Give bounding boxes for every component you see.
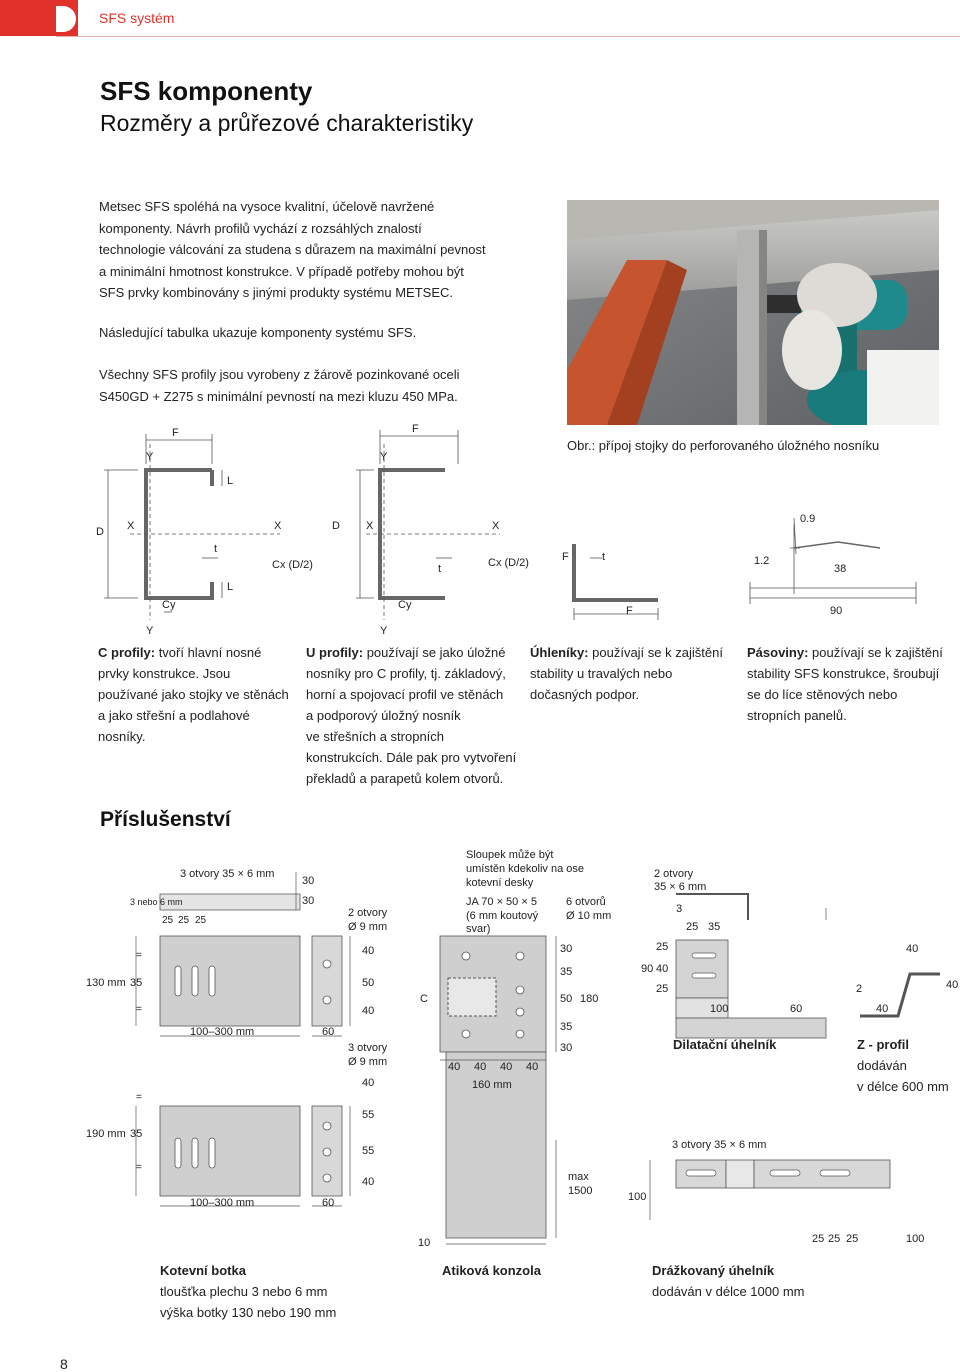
c-label-d: D (96, 526, 104, 538)
kb-d25b: 25 (178, 915, 190, 926)
c-label-x2: X (274, 520, 282, 532)
at-d35a: 35 (560, 966, 573, 978)
page-subtitle: Rozměry a průřezové charakteristiky (100, 110, 474, 136)
c-label-y2: Y (146, 625, 154, 637)
dil-d25c: 25 (656, 983, 669, 995)
header-section: SFS systém (99, 10, 175, 26)
dil-d35: 35 (708, 921, 721, 933)
kb-d35a: 35 (130, 977, 143, 989)
kb-d40b: 40 (362, 1005, 375, 1017)
dr-d25a: 25 (812, 1233, 825, 1245)
photo-caption: Obr.: přípoj stojky do perforovaného úložného nosníku (567, 438, 880, 453)
u-label-x2: X (492, 520, 500, 532)
drazkovany-label: Drážkovaný úhelník dodáván v délce 1000 mm (652, 1263, 805, 1299)
kb-eq-d: = (136, 1162, 142, 1173)
at-holes1: 6 otvorů (566, 896, 606, 908)
page-title: SFS komponenty (100, 76, 313, 106)
u-profile-diagram (356, 430, 500, 620)
c-label-t: t (214, 543, 218, 555)
dr-d100b: 100 (906, 1233, 925, 1245)
at-d40d: 40 (526, 1061, 539, 1073)
u-label-x: X (366, 520, 374, 532)
z-d2: 2 (856, 983, 863, 995)
at-d180: 180 (580, 993, 599, 1005)
strap-label-len: 90 (830, 605, 843, 617)
at-max: max (568, 1171, 589, 1183)
kb-nebo: 3 nebo 6 mm (130, 897, 183, 907)
c-label-l2: L (227, 581, 234, 593)
at-d40c: 40 (500, 1061, 513, 1073)
c-label-y: Y (146, 451, 154, 463)
table-note: Následující tabulka ukazuje komponenty systému SFS. (99, 325, 417, 340)
dil-holes1: 2 otvory (654, 868, 694, 880)
kb-eq-a: = (136, 950, 142, 961)
at-d160: 160 mm (472, 1079, 512, 1091)
dr-d25b: 25 (828, 1233, 841, 1245)
at-max1500: 1500 (568, 1185, 593, 1197)
steel-paragraph: Všechny SFS profily jsou vyrobeny z žárově pozinkované oceli S450GD + Z275 s minimální pevností na mezi kluzu 450 MPa. (99, 367, 460, 404)
at-d50: 50 (560, 993, 573, 1005)
accessories-diagrams (0, 840, 960, 1260)
kb-d130: 130 mm (86, 977, 126, 989)
dil-d25: 25 (686, 921, 699, 933)
kb-d35b: 35 (130, 1128, 143, 1140)
z-profile-diagram (860, 974, 940, 1016)
kb-d9b: Ø 9 mm (348, 1056, 388, 1068)
kb-d50: 50 (362, 977, 375, 989)
strap-label-r: 1.2 (754, 555, 770, 567)
at-c: C (420, 993, 428, 1005)
c-label-x: X (127, 520, 135, 532)
u-profile-desc: U profily: používají se jako úložné nosníky pro C profily, tj. základový, horní a spojovací profil ve stěnách a podporový úložný nosník ve střešních a stropních konstrukcích. Dále pak pro vytvoření překladů a parapetů kolem otvorů. (306, 645, 517, 786)
at-d35b: 35 (560, 1021, 573, 1033)
u-label-y: Y (380, 451, 388, 463)
c-label-l: L (227, 475, 234, 487)
z-d40c: 40 (876, 1003, 889, 1015)
dil-d3: 3 (676, 903, 683, 915)
dr-d100a: 100 (628, 1191, 647, 1203)
kb-d190: 190 mm (86, 1128, 126, 1140)
at-d30b: 30 (560, 1042, 573, 1054)
at-note3: kotevní desky (466, 877, 534, 889)
dil-d60: 60 (790, 1003, 803, 1015)
u-label-cx: Cx (D/2) (488, 557, 529, 569)
kb-range-b: 100–300 mm (190, 1197, 255, 1209)
u-label-y2: Y (380, 625, 388, 637)
kb-d30b: 30 (302, 895, 315, 907)
z-d40a: 40 (906, 943, 919, 955)
at-note2: umístěn kdekoliv na ose (466, 863, 585, 875)
kb-d55a: 55 (362, 1109, 375, 1121)
kb-d60a: 60 (322, 1026, 335, 1038)
kb-d30a: 30 (302, 875, 315, 887)
header-rule (56, 36, 960, 37)
u-label-t: t (438, 563, 442, 575)
angle-diagram (574, 544, 658, 620)
kb-range-a: 100–300 mm (190, 1026, 255, 1038)
at-ja1: JA 70 × 50 × 5 (466, 896, 537, 908)
accessories-heading: Příslušenství (100, 808, 231, 831)
dil-d100: 100 (710, 1003, 729, 1015)
atika-label: Atiková konzola (442, 1263, 541, 1278)
kb-d40d: 40 (362, 1176, 375, 1188)
c-label-cx: Cx (D/2) (272, 559, 313, 571)
angle-label-t: t (602, 551, 606, 563)
dilatacni-title: Dilatační úhelník (673, 1037, 777, 1052)
at-d30a: 30 (560, 943, 573, 955)
u-label-f: F (412, 424, 419, 435)
at-note1: Sloupek může být (466, 849, 554, 861)
at-d40a: 40 (448, 1061, 461, 1073)
kb-holes-top: 3 otvory 35 × 6 mm (180, 868, 275, 880)
kotevni-label: Kotevní botka tloušťka plechu 3 nebo 6 mm výška botky 130 nebo 190 mm (160, 1263, 337, 1320)
angle-label-f2: F (626, 605, 633, 617)
kb-eq-c: = (136, 1092, 142, 1103)
dr-holes: 3 otvory 35 × 6 mm (672, 1139, 767, 1151)
dil-holes2: 35 × 6 mm (654, 881, 707, 893)
u-label-cy: Cy (398, 599, 412, 611)
kb-holes-side2: 3 otvory (348, 1042, 388, 1054)
strap-label-w: 38 (834, 563, 847, 575)
angle-label-f: F (562, 551, 569, 563)
kb-d25c: 25 (195, 915, 207, 926)
kb-d40a: 40 (362, 945, 375, 957)
c-label-cy: Cy (162, 599, 176, 611)
kb-d55b: 55 (362, 1145, 375, 1157)
dil-d40: 40 (656, 963, 669, 975)
intro-paragraph: Metsec SFS spoléhá na vysoce kvalitní, účelově navržené komponenty. Návrh profilů vychází z rozsáhlých znalostí technologie válcování za studena s důrazem na maximální pevnost a minimální hmotnost konstrukce. V případě potřeby mohou být SFS prvky kombinovány s jinými produkty systému METSEC. (99, 199, 486, 300)
angle-desc: Úhleníky: používají se k zajištění stability u travalých nebo dočasných podpor. (530, 645, 723, 702)
z-d40b: 40 (946, 979, 959, 991)
page-number: 8 (60, 1356, 68, 1372)
z-profile-label: Z - profil dodáván v délce 600 mm (857, 1037, 949, 1094)
c-profile-desc: C profily: tvoří hlavní nosné prvky konstrukce. Jsou používané jako stojky ve stěnách a jako střešní a podlahové nosníky. (98, 645, 289, 744)
kb-d60b: 60 (322, 1197, 335, 1209)
kb-eq-b: = (136, 1004, 142, 1015)
dil-d25b: 25 (656, 941, 669, 953)
at-ja2: (6 mm koutový (466, 910, 539, 922)
dilatacni-diagram (676, 894, 826, 1038)
at-d40b: 40 (474, 1061, 487, 1073)
kb-d40c: 40 (362, 1077, 375, 1089)
profile-diagrams (90, 424, 960, 644)
at-ja3: svar) (466, 923, 491, 935)
dil-d90: 90 (641, 963, 654, 975)
at-d10: 10 (418, 1237, 431, 1249)
drill-photo (567, 200, 939, 425)
kb-d9: Ø 9 mm (348, 921, 388, 933)
kb-d25a: 25 (162, 915, 174, 926)
kb-holes-side: 2 otvory (348, 907, 388, 919)
strap-diagram (750, 518, 916, 604)
drazkovany-diagram (650, 1160, 890, 1220)
strap-label-t: 0.9 (800, 513, 816, 525)
at-holes2: Ø 10 mm (566, 910, 612, 922)
dr-d25c: 25 (846, 1233, 859, 1245)
c-label-f: F (172, 427, 179, 439)
u-label-d: D (332, 520, 340, 532)
strap-desc: Pásoviny: používají se k zajištění stability SFS konstrukce, šroubují se do líce stěnových nebo stropních panelů. (747, 645, 943, 723)
